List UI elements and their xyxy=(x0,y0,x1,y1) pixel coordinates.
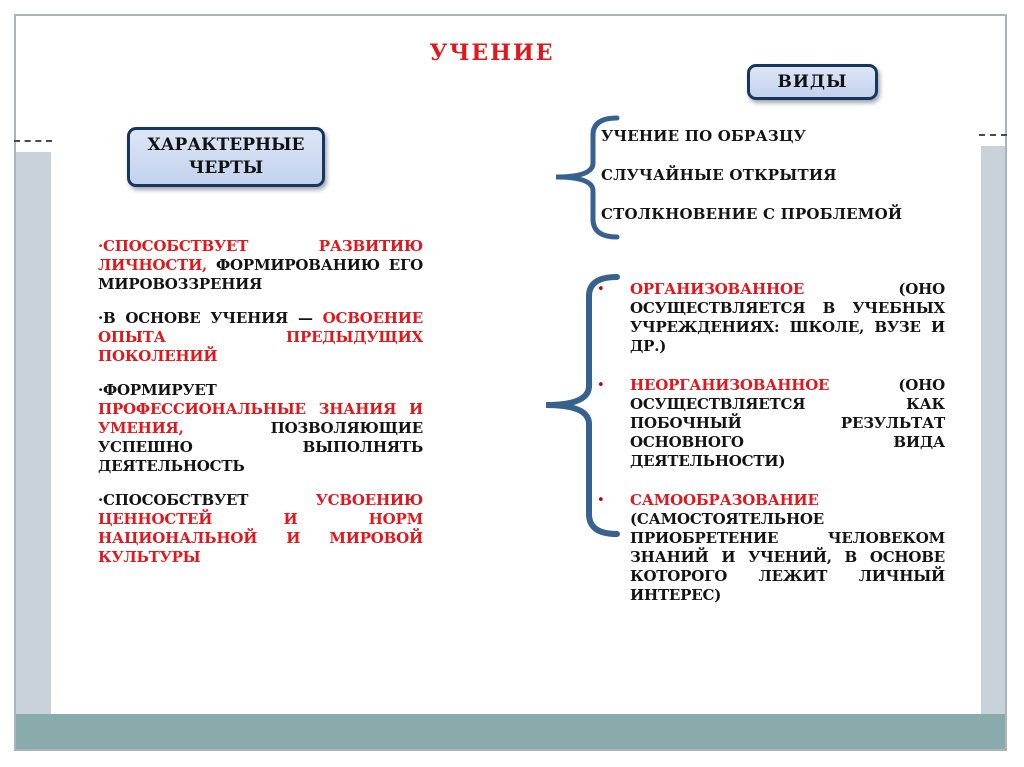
list-item: ·ФОРМИРУЕТ ПРОФЕССИОНАЛЬНЫЕ ЗНАНИЯ И УМЕНИЯ, ПОЗВОЛЯЮЩИЕ УСПЕШНО ВЫПОЛНЯТЬ ДЕЯТЕЛЬНОСТЬ xyxy=(98,381,423,475)
bullet-dot-icon: • xyxy=(597,378,605,393)
page-title: УЧЕНИЕ xyxy=(429,40,555,66)
traits-header-label: ХАРАКТЕРНЫЕ ЧЕРТЫ xyxy=(147,135,305,178)
types-header-box xyxy=(747,64,878,100)
right-dashed-divider xyxy=(979,134,1007,136)
traits-list xyxy=(98,237,423,582)
list-item: СЛУЧАЙНЫЕ ОТКРЫТИЯ xyxy=(601,166,837,184)
list-item: ·В ОСНОВЕ УЧЕНИЯ — ОСВОЕНИЕ ОПЫТА ПРЕДЫДУЩИХ ПОКОЛЕНИЙ xyxy=(98,309,423,365)
footer-bar xyxy=(16,714,1005,749)
bullet-dot-icon: • xyxy=(597,282,605,297)
detailed-types-list xyxy=(597,280,945,625)
list-item: СТОЛКНОВЕНИЕ С ПРОБЛЕМОЙ xyxy=(601,205,903,223)
list-item xyxy=(597,280,945,356)
bullet-dot-icon: • xyxy=(597,493,605,508)
list-item: УЧЕНИЕ ПО ОБРАЗЦУ xyxy=(601,127,807,145)
list-item-text: ОРГАНИЗОВАННОЕ (ОНО ОСУЩЕСТВЛЯЕТСЯ В УЧЕБНЫХ УЧРЕЖДЕНИЯХ: ШКОЛЕ, ВУЗЕ И ДР.) xyxy=(630,280,945,355)
simple-types-list xyxy=(601,127,911,244)
list-item: ·СПОСОБСТВУЕТ УСВОЕНИЮ ЦЕННОСТЕЙ И НОРМ НАЦИОНАЛЬНОЙ И МИРОВОЙ КУЛЬТУРЫ xyxy=(98,491,423,566)
list-item xyxy=(597,491,945,605)
list-item xyxy=(597,376,945,471)
types-header-label: ВИДЫ xyxy=(777,72,848,92)
list-item-text: НЕОРГАНИЗОВАННОЕ (ОНО ОСУЩЕСТВЛЯЕТСЯ КАК ПОБОЧНЫЙ РЕЗУЛЬТАТ ОСНОВНОГО ВИДА ДЕЯТЕЛЬНОСТИ) xyxy=(630,376,945,470)
traits-header-box xyxy=(127,127,325,187)
list-item-text: САМООБРАЗОВАНИЕ (САМОСТОЯТЕЛЬНОЕ ПРИОБРЕТЕНИЕ ЧЕЛОВЕКОМ ЗНАНИЙ И УЧЕНИЙ, В ОСНОВЕ КОТОРОГО ЛЕЖИТ ЛИЧНЫЙ ИНТЕРЕС) xyxy=(630,491,945,604)
left-margin-strip xyxy=(16,152,51,714)
left-dashed-divider xyxy=(14,140,52,142)
right-margin-strip xyxy=(981,146,1005,714)
list-item: ·СПОСОБСТВУЕТ РАЗВИТИЮ ЛИЧНОСТИ, ФОРМИРОВАНИЮ ЕГО МИРОВОЗЗРЕНИЯ xyxy=(98,237,423,293)
